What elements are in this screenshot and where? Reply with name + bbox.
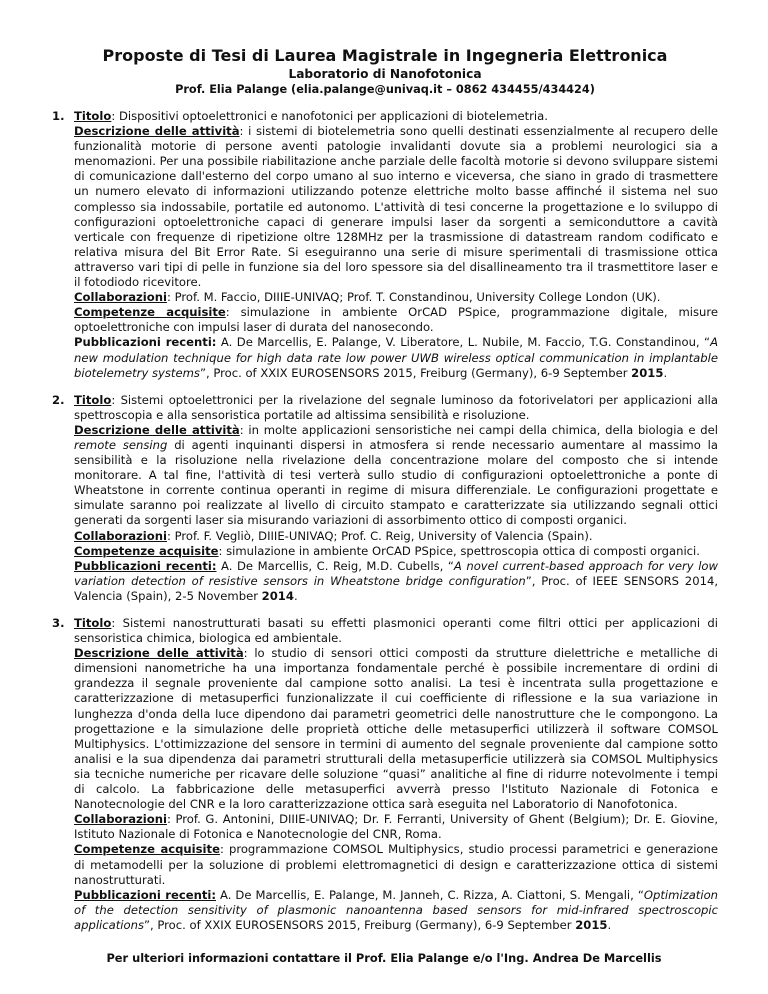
pub-authors: A. De Marcellis, C. Reig, M.D. Cubells, “ <box>221 558 454 573</box>
pub-year: 2014 <box>261 588 294 603</box>
collaborations-text: Prof. M. Faccio, DIIIE-UNIVAQ; Prof. T. Constandinou, University College London (UK). <box>174 290 661 305</box>
pub-end: . <box>293 588 298 603</box>
pub-authors: A. De Marcellis, E. Palange, V. Liberatore, L. Nubile, M. Faccio, T.G. Constandinou, “ <box>220 335 711 350</box>
description-paragraph: Descrizione delle attività: lo studio di sensori ottici composti da strutture dielettriche e metalliche di dimensioni nanometriche ha una importanza fondamentale perché è possibile incrementare di ordini di grandezza il segnale proveniente dal campione sotto analisi. La tesi è incentrata sulla progettazione e caratterizzazione di metasuperfici funzionalizzate il cui coefficiente di riflessione e la sua variazione in lunghezza d'onda della luce dipendono dai parametri geometrici delle nanostrutture che le compongono. La progettazione e la simulazione delle proprietà ottiche delle metasuperfici utilizzerà il software COMSOL Multiphysics. L'ottimizzazione del sensore in termini di aumento del segnale proveniente dal campione sotto analisi e la sua dipendenza dai parametri strutturali della metasuperficie utilizzerà sia COMSOL Multiphysics sia tecniche numeriche per ricavare delle soluzione “quasi” analitiche al fine di ridurre notevolmente i tempi di calcolo. La fabbricazione delle metasuperfici avverrà presso l'Istituto Nazionale di Fotonica e Nanotecnologie del CNR e la loro caratterizzazione ottica sarà eseguita nel Laboratorio di Nanofotonica. <box>74 646 719 812</box>
description-paragraph: Descrizione delle attività: in molte applicazioni sensoristiche nei campi della chimica, della biologia e del remote sensing di agenti inquinanti dispersi in atmosfera si rende necessario aumentare al massimo la sensibilità e la risoluzione nella rivelazione della concentrazione molare del composto che si intende monitorare. A tal fine, l'attività di tesi verterà sullo studio di configurazioni optoelettroniche a ponte di Wheatstone in corrente continua operanti in regime di misura differenziale. Le configurazioni progettate e simulate saranno poi realizzate al livello di circuito stampato e caratterizzate sia utilizzando segnali ottici generati da sorgenti laser sia misurando variazioni di assorbimento ottico di composti organici. <box>74 422 719 528</box>
skills-line: Competenze acquisite: programmazione COMSOL Multiphysics, studio processi parametrici e generazione di metamodelli per la soluzione di problemi elettromagnetici di design e caratterizzazione ottica di sistemi nanostrutturati. <box>74 842 719 887</box>
proposal-item <box>52 393 718 604</box>
pub-venue: ”, Proc. of IEEE SENSORS 2014, Valencia (Spain), 2-5 November <box>74 573 719 603</box>
proposal-item <box>52 616 718 933</box>
proposals-list <box>52 109 718 933</box>
collaborations-text: Prof. G. Antonini, DIIIE-UNIVAQ; Dr. F. Ferranti, University of Ghent (Belgium); Dr. E. Giovine, Istituto Nazionale di Fotonica e Nanotecnologie del CNR, Roma. <box>74 812 719 842</box>
pubblicazioni-label: Pubblicazioni recenti: <box>74 335 217 350</box>
descrizione-label: Descrizione delle attività <box>74 646 244 661</box>
pub-authors: A. De Marcellis, E. Palange, M. Janneh, C. Rizza, A. Ciattoni, S. Mengali, “ <box>219 887 644 902</box>
description-text-cont: di agenti inquinanti dispersi in atmosfera si rende necessario aumentare al massimo la sensibilità e la risoluzione nella rivelazione della concentrazione molare del composto che si intende monitorare. A tal fine, l'attività di tesi verterà sullo studio di configurazioni optoelettroniche a ponte di Wheatstone in corrente continua operanti in regime di misura differenziale. Le configurazioni progettate e simulate saranno poi realizzate al livello di circuito stampato e caratterizzate sia utilizzando segnali ottici generati da sorgenti laser sia misurando variazioni di assorbimento ottico di composti organici. <box>74 437 719 528</box>
pub-end: . <box>663 365 668 380</box>
descrizione-label: Descrizione delle attività <box>74 422 240 437</box>
pub-title: A new modulation technique for high data rate low power UWB wireless optical communication in implantable biotelemetry systems <box>74 335 719 380</box>
publications-line <box>74 335 718 380</box>
competenze-label: Competenze acquisite <box>74 842 220 857</box>
collaborations-line: Collaborazioni: Prof. G. Antonini, DIIIE-UNIVAQ; Dr. F. Ferranti, University of Ghent (Belgium); Dr. E. Giovine, Istituto Nazionale di Fotonica e Nanotecnologie del CNR, Roma. <box>74 812 719 842</box>
competenze-label: Competenze acquisite <box>74 543 219 558</box>
contact-footer: Per ulteriori informazioni contattare il Prof. Elia Palange e/o l'Ing. Andrea De Marcellis <box>106 951 662 965</box>
proposal-title-line: Titolo: Sistemi optoelettronici per la rivelazione del segnale luminoso da fotorivelatori per applicazioni alla spettroscopia e alla sensoristica portatile ad altissima sensibilità e risoluzione. <box>74 392 719 422</box>
collaborations-line: Collaborazioni: Prof. M. Faccio, DIIIE-UNIVAQ; Prof. T. Constandinou, University College London (UK). <box>74 290 661 305</box>
titolo-label: Titolo <box>74 109 112 123</box>
pub-venue: ”, Proc. of XXIX EUROSENSORS 2015, Freiburg (Germany), 6-9 September <box>144 917 576 932</box>
collaborations-text: Prof. F. Vegliò, DIIIE-UNIVAQ; Prof. C. Reig, University of Valencia (Spain). <box>174 528 593 543</box>
description-paragraph: Descrizione delle attività: i sistemi di biotelemetria sono quelli destinati essenzialmente al recupero delle funzionalità motorie di persone aventi patologie invalidanti dovute sia a problemi neurologici sia a menomazioni. Per una possibile riabilitazione anche parziale delle facoltà motorie si devono sviluppare sistemi di comunicazione dall'esterno del corpo umano al suo interno e viceversa, che siano in grado di trasmettere un numero elevato di informazioni utilizzando potenze elettriche molto basse affinché il sistema nel suo complesso sia indossabile, portatile ed autonomo. L'attività di tesi concerne la progettazione e lo sviluppo di configurazioni optoelettroniche capaci di generare impulsi laser da sorgenti a semiconduttore a cavità verticale con frequenze di ripetizione oltre 128MHz per la trasmissione di datastream random codificato e relativa misura del Bit Error Rate. Si eseguiranno una serie di misure sperimentali di trasmissione ottica attraverso vari tipi di pelle in funzione sia del loro spessore sia del disallineamento tra il trasmettitore laser e il fotodiodo ricevitore. <box>74 124 718 290</box>
skills-text: simulazione in ambiente OrCAD PSpice, programmazione digitale, misure optoelettroniche con impulsi laser di durata del nanosecondo. <box>74 305 718 335</box>
titolo-label: Titolo <box>74 392 112 407</box>
skills-line: Competenze acquisite: simulazione in ambiente OrCAD PSpice, programmazione digitale, misure optoelettroniche con impulsi laser di durata del nanosecondo. <box>74 305 718 335</box>
publications-line <box>74 888 718 933</box>
skills-line: Competenze acquisite: simulazione in ambiente OrCAD PSpice, spettroscopia ottica di composti organici. <box>74 543 700 558</box>
proposal-title: Sistemi nanostrutturati basati su effetti plasmonici operanti come filtri ottici per applicazioni di sensoristica chimica, biologica ed ambientale. <box>74 616 718 646</box>
proposal-title-line: Titolo: Sistemi nanostrutturati basati su effetti plasmonici operanti come filtri ottici per applicazioni di sensoristica chimica, biologica ed ambientale. <box>74 616 718 646</box>
description-text: lo studio di sensori ottici composti da strutture dielettriche e metalliche di dimensioni nanometriche ha una importanza fondamentale perché è possibile incrementare di ordini di grandezza il segnale proveniente dal campione sotto analisi. La tesi è incentrata sulla progettazione e caratterizzazione di metasuperfici funzionalizzate il cui coefficiente di riflessione e la sua variazione in lunghezza d'onda della luce dipendono dai parametri geometrici delle nanostrutture che le compongono. La progettazione e la simulazione delle proprietà ottiche delle metasuperfici utilizzerà il software COMSOL Multiphysics. L'ottimizzazione del sensore in termini di aumento del segnale proveniente dal campione sotto analisi e la sua dipendenza dai parametri strutturali della metasuperficie utilizzerà sia COMSOL Multiphysics sia tecniche numeriche per ricavare delle soluzione “quasi” analitiche al fine di ridurre notevolmente i tempi di calcolo. La fabbricazione delle metasuperfici avverrà presso l'Istituto Nazionale di Fotonica e Nanotecnologie del CNR e la loro caratterizzazione ottica sarà eseguita nel Laboratorio di Nanofotonica. <box>74 646 719 812</box>
description-italic: remote sensing <box>74 437 168 452</box>
pub-title: A novel current-based approach for very low variation detection of resistive sensors in Wheatstone bridge configuration <box>74 558 718 588</box>
descrizione-label: Descrizione delle attività <box>74 124 240 139</box>
collaborazioni-label: Collaborazioni <box>74 290 167 305</box>
proposal-number: 2. <box>52 392 65 407</box>
publications-line <box>74 559 718 604</box>
author-contact: Prof. Elia Palange (elia.palange@univaq.it – 0862 434455/434424) <box>175 83 595 96</box>
skills-text: programmazione COMSOL Multiphysics, studio processi parametrici e generazione di metamodelli per la soluzione di problemi elettromagnetici di design e caratterizzazione ottica di sistemi nanostrutturati. <box>74 842 719 887</box>
titolo-label: Titolo <box>74 616 112 630</box>
pub-year: 2015 <box>575 917 608 932</box>
proposal-title: Sistemi optoelettronici per la rivelazione del segnale luminoso da fotorivelatori per applicazioni alla spettroscopia e alla sensoristica portatile ad altissima sensibilità e risoluzione. <box>74 392 719 422</box>
collaborazioni-label: Collaborazioni <box>74 528 167 543</box>
skills-text: simulazione in ambiente OrCAD PSpice, spettroscopia ottica di composti organici. <box>226 543 700 558</box>
pubblicazioni-label: Pubblicazioni recenti: <box>74 558 217 573</box>
description-text: in molte applicazioni sensoristiche nei campi della chimica, della biologia e del <box>248 422 718 437</box>
collaborations-line: Collaborazioni: Prof. F. Vegliò, DIIIE-UNIVAQ; Prof. C. Reig, University of Valencia (Spain). <box>74 528 593 543</box>
pub-end: . <box>607 917 612 932</box>
proposal-item <box>52 109 718 381</box>
lab-name: Laboratorio di Nanofotonica <box>288 67 482 81</box>
proposal-title-line: Titolo: Dispositivi optoelettronici e nanofotonici per applicazioni di biotelemetria. <box>74 109 548 123</box>
competenze-label: Competenze acquisite <box>74 305 226 320</box>
proposal-number: 1. <box>52 109 65 123</box>
pub-year: 2015 <box>631 365 664 380</box>
proposal-number: 3. <box>52 616 65 630</box>
proposal-title: Dispositivi optoelettronici e nanofotonici per applicazioni di biotelemetria. <box>118 109 548 123</box>
collaborazioni-label: Collaborazioni <box>74 812 167 827</box>
pub-title: Optimization of the detection sensitivity of plasmonic nanoantenna based sensors for mid-infrared spectroscopic applications <box>74 887 719 932</box>
pubblicazioni-label: Pubblicazioni recenti: <box>74 887 216 902</box>
document-title: Proposte di Tesi di Laurea Magistrale in Ingegneria Elettronica <box>102 46 668 65</box>
description-text: i sistemi di biotelemetria sono quelli destinati essenzialmente al recupero delle funzionalità motorie di persone aventi patologie invalidanti dovute sia a problemi neurologici sia a menomazioni. Per una possibile riabilitazione anche parziale delle facoltà motorie si devono sviluppare sistemi di comunicazione dall'esterno del corpo umano al suo interno e viceversa, che siano in grado di trasmettere un numero elevato di informazioni utilizzando potenze elettriche molto basse affinché il sistema nel suo complesso sia indossabile, portatile ed autonomo. L'attività di tesi concerne la progettazione e lo sviluppo di configurazioni optoelettroniche capaci di generare impulsi laser da sorgenti a semiconduttore a cavità verticale con frequenze di ripetizione oltre 128MHz per la trasmissione di datastream random codificato e relativa misura del Bit Error Rate. Si eseguiranno una serie di misure sperimentali di trasmissione ottica attraverso vari tipi di pelle in funzione sia del loro spessore sia del disallineamento tra il trasmettitore laser e il fotodiodo ricevitore. <box>74 124 718 290</box>
pub-venue: ”, Proc. of XXIX EUROSENSORS 2015, Freiburg (Germany), 6-9 September <box>199 365 632 380</box>
